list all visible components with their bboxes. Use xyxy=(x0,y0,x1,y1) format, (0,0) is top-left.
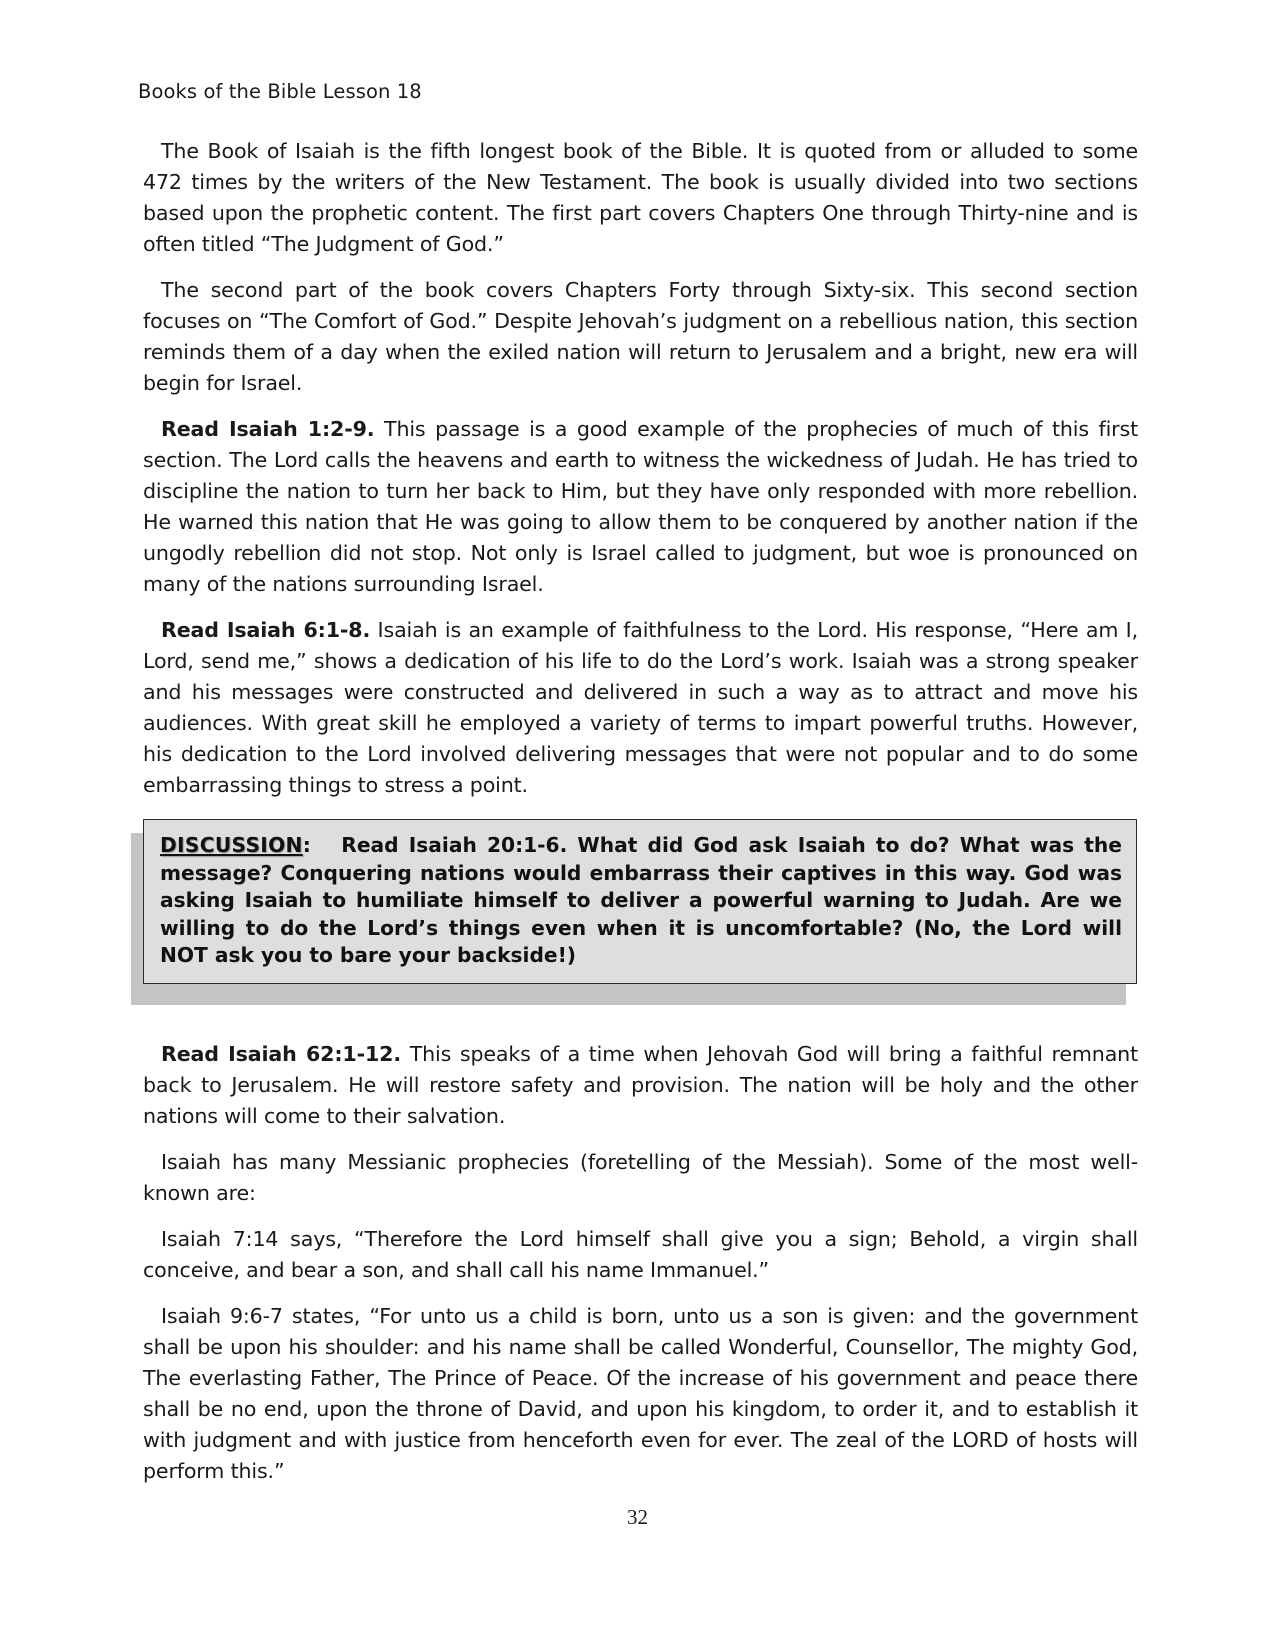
paragraph-lead: Read Isaiah 1:2-9. xyxy=(161,417,375,441)
paragraph-text: The Book of Isaiah is the fifth longest book of the Bible. It is quoted from or alluded to some 472 times by the writers of the New Testament. The book is usually divided into two sections based upon the prophetic content. The first part covers Chapters One through Thirty-nine and is often titled “The Judgment of God.” xyxy=(143,139,1138,256)
body-after-discussion xyxy=(143,1039,1138,1487)
discussion-box xyxy=(143,819,1137,984)
paragraph xyxy=(143,275,1138,399)
paragraph-text: This passage is a good example of the prophecies of much of this first section. The Lord calls the heavens and earth to witness the wickedness of Judah. He has tried to discipline the nation to turn her back to Him, but they have only responded with more rebellion. He warned this nation that He was going to allow them to be conquered by another nation if the ungodly rebellion did not stop. Not only is Israel called to judgment, but woe is pronounced on many of the nations surrounding Israel. xyxy=(143,417,1138,596)
paragraph-text: The second part of the book covers Chapters Forty through Sixty-six. This second section focuses on “The Comfort of God.” Despite Jehovah’s judgment on a rebellious nation, this section reminds them of a day when the exiled nation will return to Jerusalem and a bright, new era will begin for Israel. xyxy=(143,278,1138,395)
paragraph-lead: Read Isaiah 6:1-8. xyxy=(161,618,371,642)
paragraph-text: Isaiah is an example of faithfulness to the Lord. His response, “Here am I, Lord, send me,” shows a dedication of his life to do the Lord’s work. Isaiah was a strong speaker and his messages were constructed and delivered in such a way as to attract and move his audiences. With great skill he employed a variety of terms to impart powerful truths. However, his dedication to the Lord involved delivering messages that were not popular and to do some embarrassing things to stress a point. xyxy=(143,618,1138,797)
paragraph-lead: Read Isaiah 62:1-12. xyxy=(161,1042,402,1066)
discussion-label: DISCUSSION xyxy=(160,833,303,857)
paragraph xyxy=(143,615,1138,801)
page-header: Books of the Bible Lesson 18 xyxy=(138,80,422,103)
discussion-callout xyxy=(131,819,1135,1005)
page-body xyxy=(143,136,1138,1502)
discussion-colon: : xyxy=(302,833,311,857)
paragraph xyxy=(143,1301,1138,1487)
paragraph xyxy=(143,136,1138,260)
paragraph-text: Isaiah has many Messianic prophecies (foretelling of the Messiah). Some of the most well-known are: xyxy=(143,1150,1138,1205)
paragraph xyxy=(143,1224,1138,1286)
discussion-text: Read Isaiah 20:1-6. What did God ask Isaiah to do? What was the message? Conquering nations would embarrass their captives in this way. God was asking Isaiah to humiliate himself to deliver a powerful warning to Judah. Are we willing to do the Lord’s things even when it is uncomfortable? (No, the Lord will NOT ask you to bare your backside!) xyxy=(160,833,1122,967)
page-number: 32 xyxy=(627,1505,648,1529)
paragraph xyxy=(143,1147,1138,1209)
paragraph xyxy=(143,1039,1138,1132)
paragraph xyxy=(143,414,1138,600)
paragraph-text: Isaiah 7:14 says, “Therefore the Lord himself shall give you a sign; Behold, a virgin shall conceive, and bear a son, and shall call his name Immanuel.” xyxy=(143,1227,1138,1282)
paragraph-text: Isaiah 9:6-7 states, “For unto us a child is born, unto us a son is given: and the government shall be upon his shoulder: and his name shall be called Wonderful, Counsellor, The mighty God, The everlasting Father, The Prince of Peace. Of the increase of his government and peace there shall be no end, upon the throne of David, and upon his kingdom, to order it, and to establish it with judgment and with justice from henceforth even for ever. The zeal of the LORD of hosts will perform this.” xyxy=(143,1304,1138,1483)
paragraph-text: This speaks of a time when Jehovah God will bring a faithful remnant back to Jerusalem. He will restore safety and provision. The nation will be holy and the other nations will come to their salvation. xyxy=(143,1042,1138,1128)
